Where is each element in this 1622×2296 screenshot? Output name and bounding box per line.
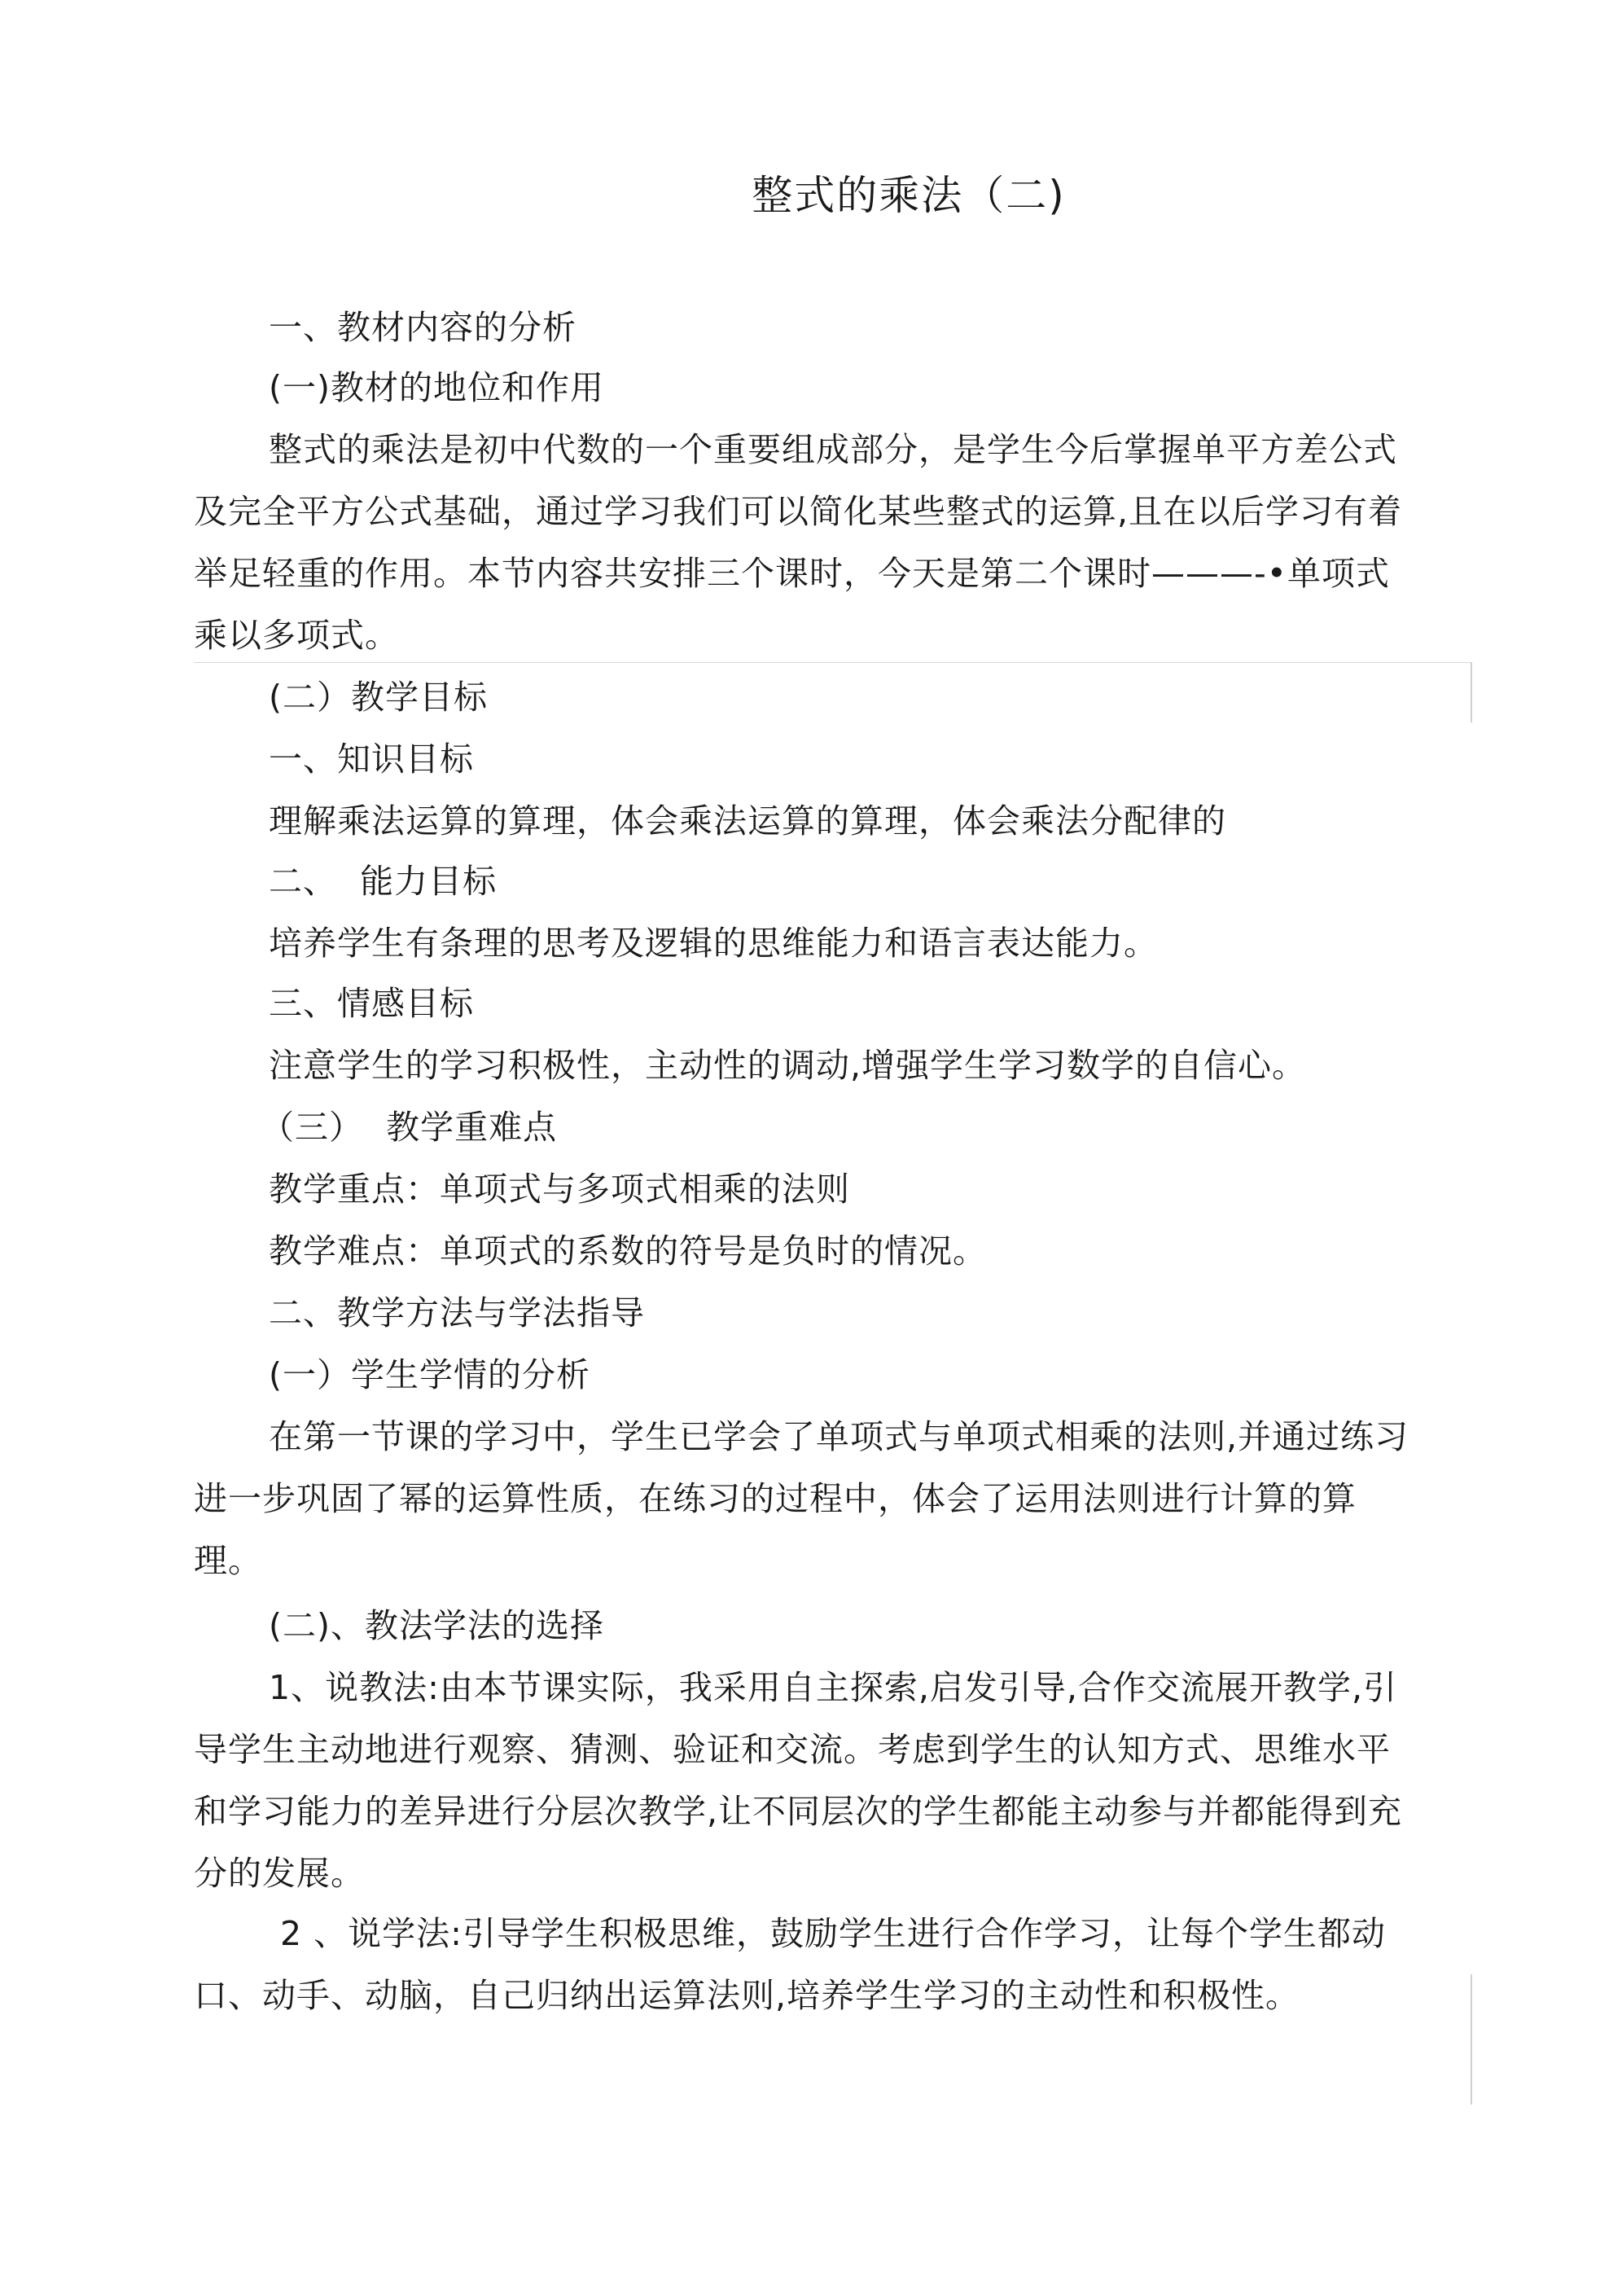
- subsection-heading-1-3: （三） 教学重难点: [261, 1108, 558, 1147]
- subsection-heading-2-1: (一）学生学情的分析: [269, 1355, 590, 1394]
- subsection-heading-1-2: (二）教学目标: [269, 678, 488, 717]
- paragraph-teaching-method: 1、说教法:由本节课实际，我采用自主探索,启发引导,合作交流展开教学,引导学生主动地进行观察、猜测、验证和交流。考虑到学生的认知方式、思维水平和学习能力的差异进行分层次教学,让不同层次的学生都能主动参与并都能得到充分的发展。: [194, 1668, 1403, 1893]
- section-heading-2: 二、教学方法与学法指导: [269, 1293, 645, 1332]
- key-point-text: 教学重点：单项式与多项式相乘的法则: [269, 1170, 850, 1209]
- goal-heading-emotion: 三、情感目标: [269, 984, 474, 1023]
- document-title: 整式的乘法（二): [752, 172, 1066, 219]
- goal-text-ability: 培养学生有条理的思考及逻辑的思维能力和语言表达能力。: [269, 924, 1158, 963]
- margin-line-top: [1471, 662, 1472, 722]
- subsection-heading-1-1: (一)教材的地位和作用: [269, 368, 604, 407]
- paragraph-student-analysis: 在第一节课的学习中，学生已学会了单项式与单项式相乘的法则,并通过练习进一步巩固了幂的运算性质，在练习的过程中，体会了运用法则进行计算的算理。: [194, 1417, 1409, 1580]
- paragraph-textbook-role: 整式的乘法是初中代数的一个重要组成部分，是学生今后掌握单平方差公式及完全平方公式基础，通过学习我们可以简化某些整式的运算,且在以后学习有着举足轻重的作用。本节内容共安排三个课时，今天是第二个课时———-•单项式乘以多项式。: [194, 430, 1403, 655]
- subsection-heading-2-2: (二)、教法学法的选择: [269, 1606, 604, 1645]
- goal-text-emotion: 注意学生的学习积极性，主动性的调动,增强学生学习数学的自信心。: [269, 1046, 1307, 1085]
- paragraph-learning-method: 2 、说学法:引导学生积极思维，鼓励学生进行合作学习，让每个学生都动口、动手、动脑，自己归纳出运算法则,培养学生学习的主动性和积极性。: [194, 1914, 1386, 2015]
- difficulty-text: 教学难点：单项式的系数的符号是负时的情况。: [269, 1231, 987, 1271]
- margin-line-bottom: [1471, 1974, 1472, 2105]
- goal-text-knowledge: 理解乘法运算的算理，体会乘法运算的算理，体会乘法分配律的: [269, 801, 1226, 841]
- section-heading-1: 一、教材内容的分析: [269, 308, 576, 347]
- divider-line: [194, 662, 1472, 663]
- goal-heading-ability: 二、 能力目标: [269, 862, 498, 901]
- goal-heading-knowledge: 一、知识目标: [269, 740, 474, 779]
